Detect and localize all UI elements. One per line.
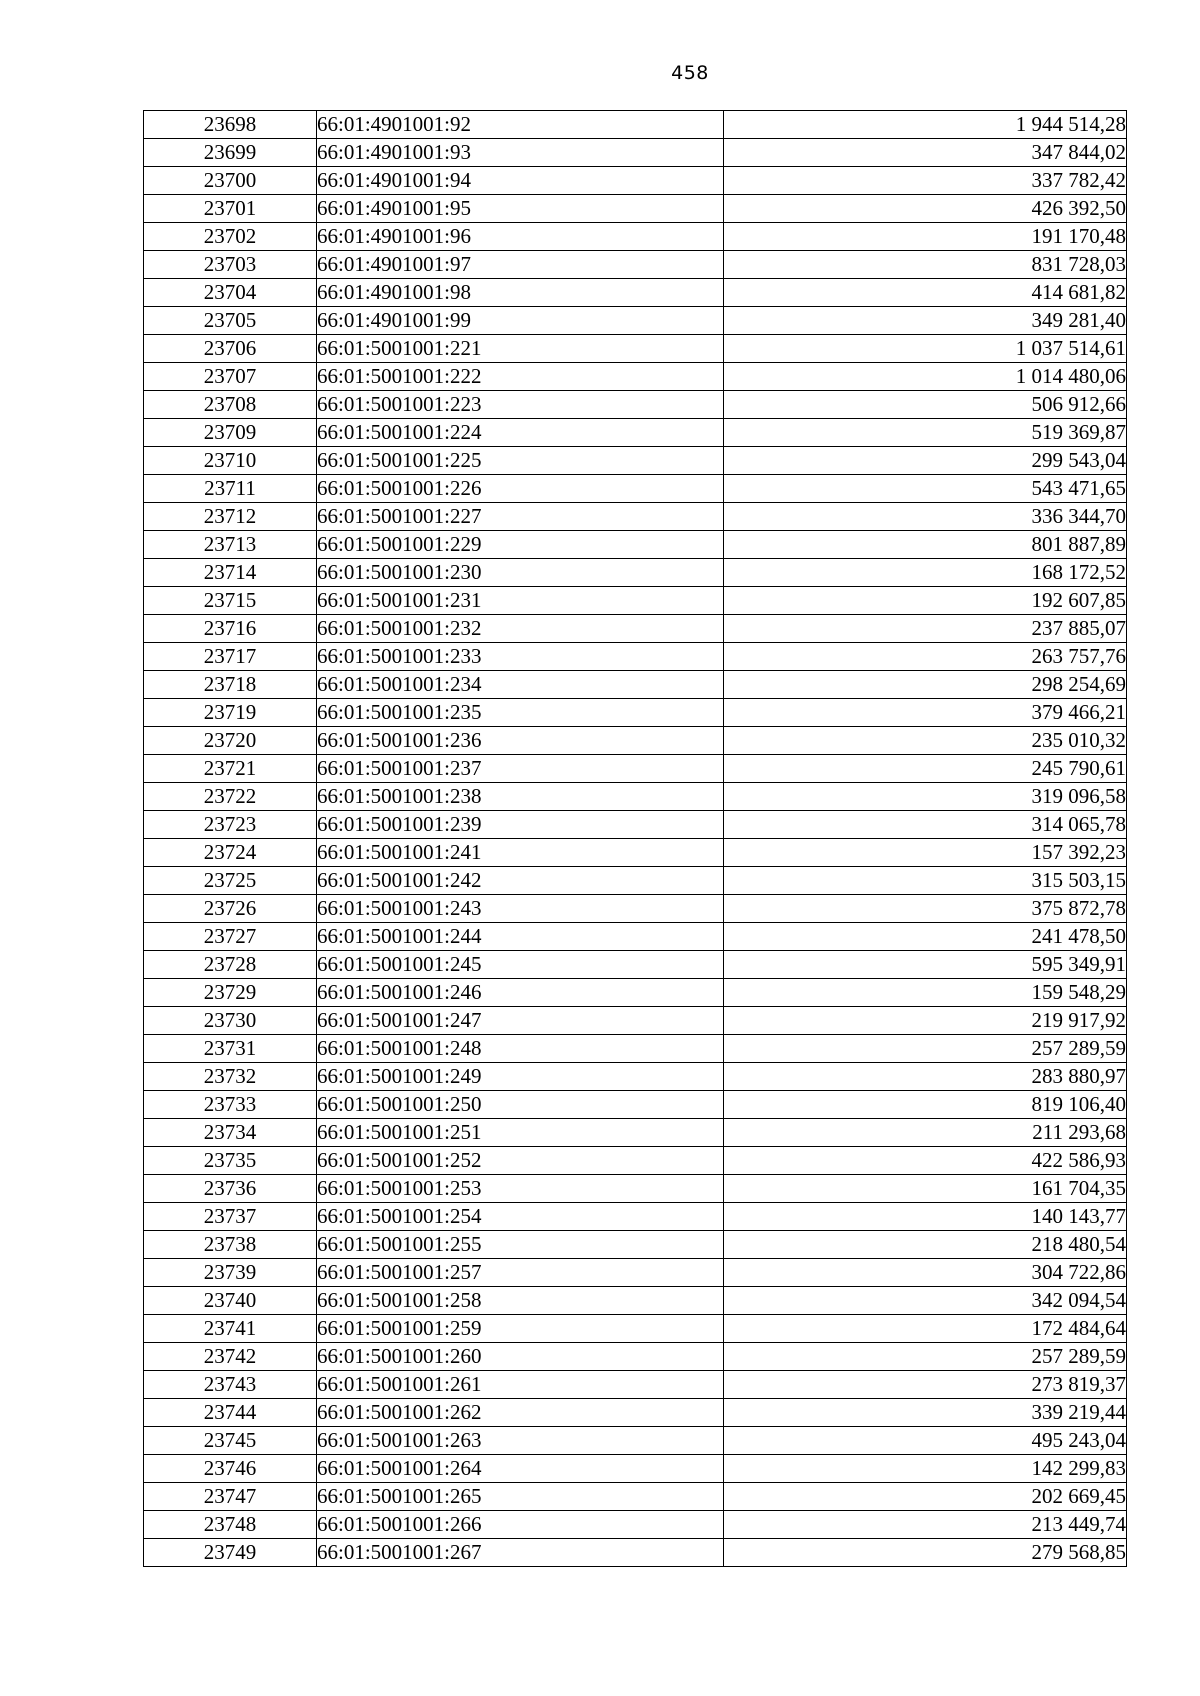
cadastral-number-cell: 66:01:5001001:223 — [317, 391, 724, 419]
table-row — [144, 979, 1127, 1007]
value-cell: 304 722,86 — [724, 1259, 1127, 1287]
cadastral-number-cell: 66:01:4901001:94 — [317, 167, 724, 195]
table-row — [144, 1511, 1127, 1539]
cadastral-number-cell: 66:01:5001001:265 — [317, 1483, 724, 1511]
value-cell: 314 065,78 — [724, 811, 1127, 839]
row-number-cell: 23704 — [144, 279, 317, 307]
cadastral-number-cell: 66:01:5001001:262 — [317, 1399, 724, 1427]
cadastral-number-cell: 66:01:5001001:264 — [317, 1455, 724, 1483]
cadastral-number-cell: 66:01:5001001:237 — [317, 755, 724, 783]
value-cell: 245 790,61 — [724, 755, 1127, 783]
row-number-cell: 23716 — [144, 615, 317, 643]
table-row — [144, 139, 1127, 167]
table-row — [144, 1399, 1127, 1427]
cadastral-number-cell: 66:01:5001001:239 — [317, 811, 724, 839]
value-cell: 235 010,32 — [724, 727, 1127, 755]
table-row — [144, 1315, 1127, 1343]
cadastral-number-cell: 66:01:4901001:96 — [317, 223, 724, 251]
cadastral-number-cell: 66:01:5001001:226 — [317, 475, 724, 503]
row-number-cell: 23746 — [144, 1455, 317, 1483]
table-row — [144, 1203, 1127, 1231]
row-number-cell: 23703 — [144, 251, 317, 279]
value-cell: 241 478,50 — [724, 923, 1127, 951]
cadastral-number-cell: 66:01:4901001:99 — [317, 307, 724, 335]
registry-table-body — [144, 111, 1127, 1567]
value-cell: 299 543,04 — [724, 447, 1127, 475]
cadastral-number-cell: 66:01:5001001:236 — [317, 727, 724, 755]
row-number-cell: 23722 — [144, 783, 317, 811]
cadastral-number-cell: 66:01:5001001:254 — [317, 1203, 724, 1231]
row-number-cell: 23742 — [144, 1343, 317, 1371]
value-cell: 506 912,66 — [724, 391, 1127, 419]
value-cell: 168 172,52 — [724, 559, 1127, 587]
row-number-cell: 23714 — [144, 559, 317, 587]
value-cell: 414 681,82 — [724, 279, 1127, 307]
cadastral-number-cell: 66:01:5001001:247 — [317, 1007, 724, 1035]
cadastral-number-cell: 66:01:5001001:252 — [317, 1147, 724, 1175]
table-row — [144, 363, 1127, 391]
table-row — [144, 923, 1127, 951]
value-cell: 519 369,87 — [724, 419, 1127, 447]
table-row — [144, 1063, 1127, 1091]
row-number-cell: 23701 — [144, 195, 317, 223]
table-row — [144, 1371, 1127, 1399]
value-cell: 426 392,50 — [724, 195, 1127, 223]
cadastral-number-cell: 66:01:5001001:232 — [317, 615, 724, 643]
row-number-cell: 23729 — [144, 979, 317, 1007]
row-number-cell: 23711 — [144, 475, 317, 503]
value-cell: 213 449,74 — [724, 1511, 1127, 1539]
table-row — [144, 1035, 1127, 1063]
table-row — [144, 895, 1127, 923]
value-cell: 142 299,83 — [724, 1455, 1127, 1483]
table-row — [144, 671, 1127, 699]
table-row — [144, 195, 1127, 223]
table-row — [144, 503, 1127, 531]
cadastral-number-cell: 66:01:5001001:245 — [317, 951, 724, 979]
cadastral-number-cell: 66:01:4901001:93 — [317, 139, 724, 167]
value-cell: 218 480,54 — [724, 1231, 1127, 1259]
value-cell: 595 349,91 — [724, 951, 1127, 979]
value-cell: 157 392,23 — [724, 839, 1127, 867]
row-number-cell: 23739 — [144, 1259, 317, 1287]
table-row — [144, 1119, 1127, 1147]
row-number-cell: 23718 — [144, 671, 317, 699]
value-cell: 543 471,65 — [724, 475, 1127, 503]
value-cell: 192 607,85 — [724, 587, 1127, 615]
row-number-cell: 23736 — [144, 1175, 317, 1203]
cadastral-number-cell: 66:01:5001001:250 — [317, 1091, 724, 1119]
cadastral-number-cell: 66:01:5001001:263 — [317, 1427, 724, 1455]
table-row — [144, 727, 1127, 755]
table-row — [144, 1091, 1127, 1119]
cadastral-number-cell: 66:01:5001001:227 — [317, 503, 724, 531]
value-cell: 379 466,21 — [724, 699, 1127, 727]
table-row — [144, 643, 1127, 671]
table-row — [144, 531, 1127, 559]
table-row — [144, 1539, 1127, 1567]
value-cell: 801 887,89 — [724, 531, 1127, 559]
table-row — [144, 1343, 1127, 1371]
cadastral-number-cell: 66:01:5001001:231 — [317, 587, 724, 615]
row-number-cell: 23715 — [144, 587, 317, 615]
value-cell: 375 872,78 — [724, 895, 1127, 923]
value-cell: 273 819,37 — [724, 1371, 1127, 1399]
table-row — [144, 447, 1127, 475]
row-number-cell: 23735 — [144, 1147, 317, 1175]
cadastral-number-cell: 66:01:5001001:266 — [317, 1511, 724, 1539]
cadastral-number-cell: 66:01:5001001:253 — [317, 1175, 724, 1203]
row-number-cell: 23707 — [144, 363, 317, 391]
table-row — [144, 223, 1127, 251]
cadastral-number-cell: 66:01:4901001:95 — [317, 195, 724, 223]
cadastral-number-cell: 66:01:5001001:255 — [317, 1231, 724, 1259]
row-number-cell: 23717 — [144, 643, 317, 671]
row-number-cell: 23724 — [144, 839, 317, 867]
value-cell: 257 289,59 — [724, 1035, 1127, 1063]
value-cell: 315 503,15 — [724, 867, 1127, 895]
row-number-cell: 23719 — [144, 699, 317, 727]
cadastral-number-cell: 66:01:5001001:246 — [317, 979, 724, 1007]
table-row — [144, 867, 1127, 895]
table-row — [144, 811, 1127, 839]
table-row — [144, 1427, 1127, 1455]
page-number: 458 — [671, 62, 709, 84]
cadastral-number-cell: 66:01:4901001:92 — [317, 111, 724, 139]
row-number-cell: 23723 — [144, 811, 317, 839]
table-row — [144, 1147, 1127, 1175]
table-row — [144, 335, 1127, 363]
row-number-cell: 23727 — [144, 923, 317, 951]
row-number-cell: 23743 — [144, 1371, 317, 1399]
table-row — [144, 615, 1127, 643]
cadastral-number-cell: 66:01:5001001:241 — [317, 839, 724, 867]
cadastral-number-cell: 66:01:5001001:258 — [317, 1287, 724, 1315]
row-number-cell: 23708 — [144, 391, 317, 419]
value-cell: 237 885,07 — [724, 615, 1127, 643]
cadastral-number-cell: 66:01:5001001:229 — [317, 531, 724, 559]
row-number-cell: 23720 — [144, 727, 317, 755]
cadastral-number-cell: 66:01:5001001:244 — [317, 923, 724, 951]
value-cell: 263 757,76 — [724, 643, 1127, 671]
row-number-cell: 23726 — [144, 895, 317, 923]
row-number-cell: 23705 — [144, 307, 317, 335]
cadastral-number-cell: 66:01:5001001:251 — [317, 1119, 724, 1147]
cadastral-number-cell: 66:01:5001001:267 — [317, 1539, 724, 1567]
table-row — [144, 419, 1127, 447]
row-number-cell: 23702 — [144, 223, 317, 251]
row-number-cell: 23730 — [144, 1007, 317, 1035]
cadastral-number-cell: 66:01:5001001:225 — [317, 447, 724, 475]
value-cell: 1 944 514,28 — [724, 111, 1127, 139]
table-row — [144, 839, 1127, 867]
row-number-cell: 23745 — [144, 1427, 317, 1455]
value-cell: 202 669,45 — [724, 1483, 1127, 1511]
row-number-cell: 23748 — [144, 1511, 317, 1539]
value-cell: 191 170,48 — [724, 223, 1127, 251]
row-number-cell: 23733 — [144, 1091, 317, 1119]
row-number-cell: 23749 — [144, 1539, 317, 1567]
row-number-cell: 23721 — [144, 755, 317, 783]
value-cell: 349 281,40 — [724, 307, 1127, 335]
cadastral-number-cell: 66:01:5001001:238 — [317, 783, 724, 811]
row-number-cell: 23734 — [144, 1119, 317, 1147]
row-number-cell: 23712 — [144, 503, 317, 531]
value-cell: 211 293,68 — [724, 1119, 1127, 1147]
cadastral-number-cell: 66:01:4901001:98 — [317, 279, 724, 307]
cadastral-number-cell: 66:01:5001001:257 — [317, 1259, 724, 1287]
cadastral-number-cell: 66:01:5001001:248 — [317, 1035, 724, 1063]
cadastral-number-cell: 66:01:5001001:224 — [317, 419, 724, 447]
row-number-cell: 23713 — [144, 531, 317, 559]
value-cell: 1 014 480,06 — [724, 363, 1127, 391]
table-row — [144, 111, 1127, 139]
table-row — [144, 951, 1127, 979]
cadastral-number-cell: 66:01:5001001:221 — [317, 335, 724, 363]
table-row — [144, 1483, 1127, 1511]
cadastral-number-cell: 66:01:5001001:222 — [317, 363, 724, 391]
value-cell: 219 917,92 — [724, 1007, 1127, 1035]
value-cell: 159 548,29 — [724, 979, 1127, 1007]
value-cell: 347 844,02 — [724, 139, 1127, 167]
row-number-cell: 23737 — [144, 1203, 317, 1231]
value-cell: 283 880,97 — [724, 1063, 1127, 1091]
table-row — [144, 1175, 1127, 1203]
value-cell: 339 219,44 — [724, 1399, 1127, 1427]
value-cell: 140 143,77 — [724, 1203, 1127, 1231]
value-cell: 337 782,42 — [724, 167, 1127, 195]
cadastral-number-cell: 66:01:5001001:259 — [317, 1315, 724, 1343]
table-row — [144, 475, 1127, 503]
cadastral-number-cell: 66:01:5001001:249 — [317, 1063, 724, 1091]
value-cell: 495 243,04 — [724, 1427, 1127, 1455]
cadastral-number-cell: 66:01:5001001:261 — [317, 1371, 724, 1399]
value-cell: 819 106,40 — [724, 1091, 1127, 1119]
value-cell: 257 289,59 — [724, 1343, 1127, 1371]
table-row — [144, 1231, 1127, 1259]
value-cell: 279 568,85 — [724, 1539, 1127, 1567]
table-row — [144, 1287, 1127, 1315]
cadastral-number-cell: 66:01:5001001:260 — [317, 1343, 724, 1371]
value-cell: 161 704,35 — [724, 1175, 1127, 1203]
table-row — [144, 167, 1127, 195]
table-row — [144, 307, 1127, 335]
table-row — [144, 559, 1127, 587]
row-number-cell: 23700 — [144, 167, 317, 195]
value-cell: 172 484,64 — [724, 1315, 1127, 1343]
cadastral-number-cell: 66:01:5001001:243 — [317, 895, 724, 923]
row-number-cell: 23747 — [144, 1483, 317, 1511]
value-cell: 1 037 514,61 — [724, 335, 1127, 363]
value-cell: 422 586,93 — [724, 1147, 1127, 1175]
table-row — [144, 755, 1127, 783]
cadastral-number-cell: 66:01:5001001:234 — [317, 671, 724, 699]
table-row — [144, 783, 1127, 811]
table-row — [144, 391, 1127, 419]
row-number-cell: 23709 — [144, 419, 317, 447]
value-cell: 319 096,58 — [724, 783, 1127, 811]
cadastral-number-cell: 66:01:4901001:97 — [317, 251, 724, 279]
cadastral-number-cell: 66:01:5001001:233 — [317, 643, 724, 671]
row-number-cell: 23731 — [144, 1035, 317, 1063]
row-number-cell: 23741 — [144, 1315, 317, 1343]
row-number-cell: 23699 — [144, 139, 317, 167]
cadastral-number-cell: 66:01:5001001:235 — [317, 699, 724, 727]
cadastral-number-cell: 66:01:5001001:230 — [317, 559, 724, 587]
table-row — [144, 1259, 1127, 1287]
row-number-cell: 23728 — [144, 951, 317, 979]
row-number-cell: 23732 — [144, 1063, 317, 1091]
row-number-cell: 23740 — [144, 1287, 317, 1315]
row-number-cell: 23710 — [144, 447, 317, 475]
value-cell: 342 094,54 — [724, 1287, 1127, 1315]
cadastral-number-cell: 66:01:5001001:242 — [317, 867, 724, 895]
value-cell: 298 254,69 — [724, 671, 1127, 699]
table-row — [144, 251, 1127, 279]
row-number-cell: 23698 — [144, 111, 317, 139]
value-cell: 831 728,03 — [724, 251, 1127, 279]
table-row — [144, 587, 1127, 615]
row-number-cell: 23744 — [144, 1399, 317, 1427]
table-row — [144, 699, 1127, 727]
table-row — [144, 1007, 1127, 1035]
registry-table — [143, 110, 1127, 1567]
row-number-cell: 23738 — [144, 1231, 317, 1259]
table-row — [144, 279, 1127, 307]
row-number-cell: 23706 — [144, 335, 317, 363]
row-number-cell: 23725 — [144, 867, 317, 895]
table-row — [144, 1455, 1127, 1483]
value-cell: 336 344,70 — [724, 503, 1127, 531]
